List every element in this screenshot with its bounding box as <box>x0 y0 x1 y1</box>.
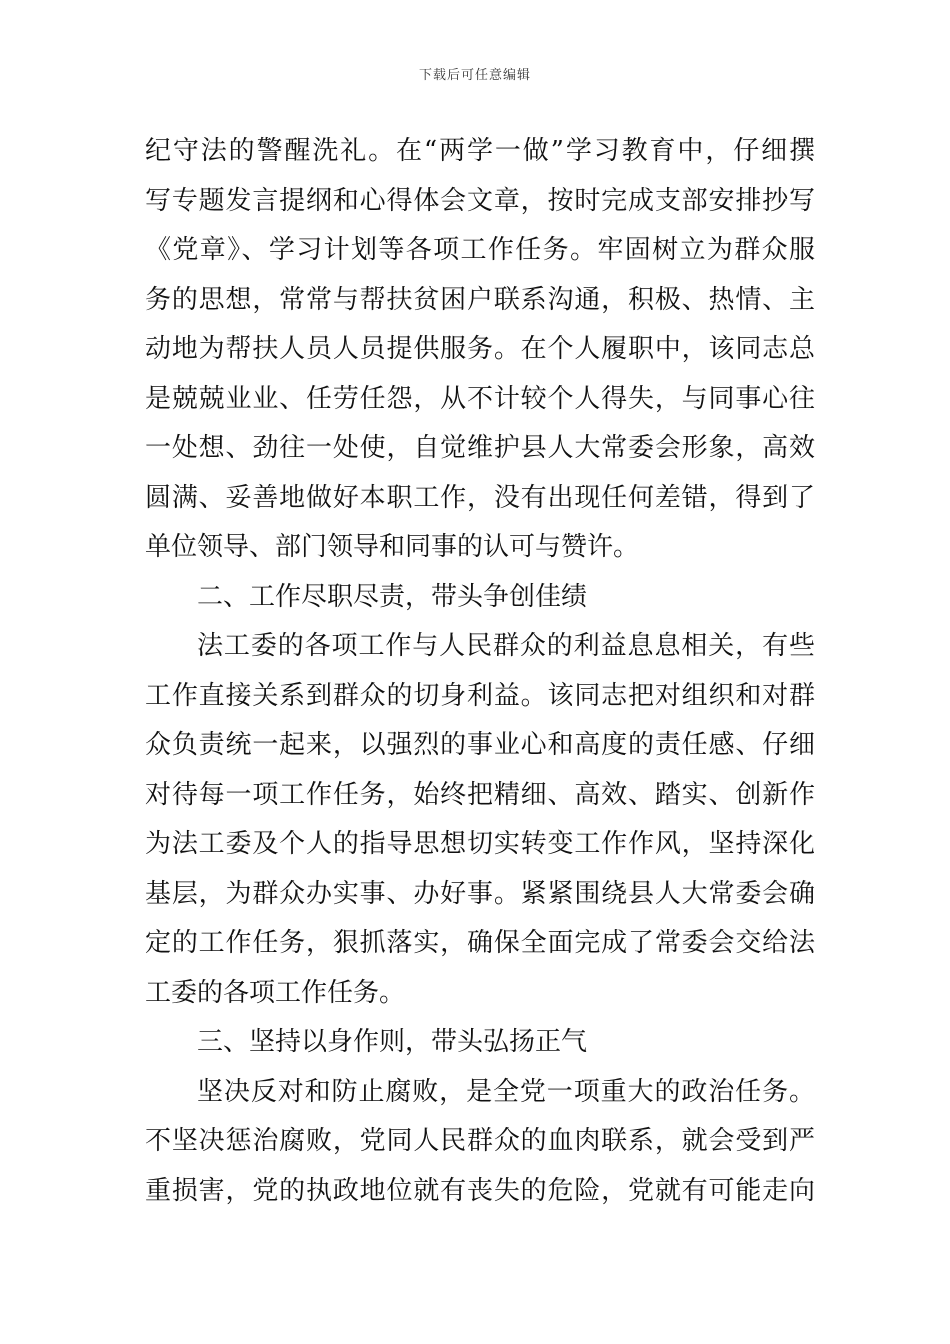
text-line: 工作直接关系到群众的切身利益。该同志把对组织和对群 <box>145 680 815 711</box>
text-line: 基层，为群众办实事、办好事。紧紧围绕县人大常委会确 <box>145 878 815 909</box>
text-line: 纪守法的警醒洗礼。在“两学一做”学习教育中，仔细撰 <box>145 136 815 166</box>
page-header: 下载后可任意编辑 <box>418 68 531 83</box>
document-body <box>145 127 815 1216</box>
text-line: 务的思想，常常与帮扶贫困户联系沟通，积极、热情、主 <box>145 284 815 315</box>
section-heading: 二、工作尽职尽责，带头争创佳绩 <box>197 581 588 612</box>
text-line: 写专题发言提纲和心得体会文章，按时完成支部安排抄写 <box>145 185 815 216</box>
text-line: 定的工作任务，狠抓落实，确保全面完成了常委会交给法 <box>145 928 815 958</box>
text-line: 单位领导、部门领导和同事的认可与赞许。 <box>145 532 640 562</box>
text-line: 对待每一项工作任务，始终把精细、高效、踏实、创新作 <box>145 779 815 810</box>
text-line: 不坚决惩治腐败，党同人民群众的血肉联系，就会受到严 <box>145 1126 815 1156</box>
text-line: 圆满、妥善地做好本职工作，没有出现任何差错，得到了 <box>145 482 815 513</box>
text-line: 坚决反对和防止腐败，是全党一项重大的政治任务。 <box>197 1076 815 1107</box>
text-line: 工委的各项工作任务。 <box>145 977 406 1008</box>
section-heading: 三、坚持以身作则，带头弘扬正气 <box>197 1027 588 1057</box>
text-line: 一处想、劲往一处使，自觉维护县人大常委会形象，高效 <box>145 433 815 463</box>
text-line: 法工委的各项工作与人民群众的利益息息相关，有些 <box>197 631 815 661</box>
text-line: 众负责统一起来，以强烈的事业心和高度的责任感、仔细 <box>145 730 815 760</box>
text-line: 为法工委及个人的指导思想切实转变工作作风，坚持深化 <box>145 829 815 859</box>
text-line: 重损害，党的执政地位就有丧失的危险，党就有可能走向 <box>145 1175 815 1206</box>
text-line: 是兢兢业业、任劳任怨，从不计较个人得失，与同事心往 <box>145 383 815 414</box>
text-line: 《党章》、学习计划等各项工作任务。牢固树立为群众服 <box>145 235 815 265</box>
text-line: 动地为帮扶人员人员提供服务。在个人履职中，该同志总 <box>145 334 815 364</box>
